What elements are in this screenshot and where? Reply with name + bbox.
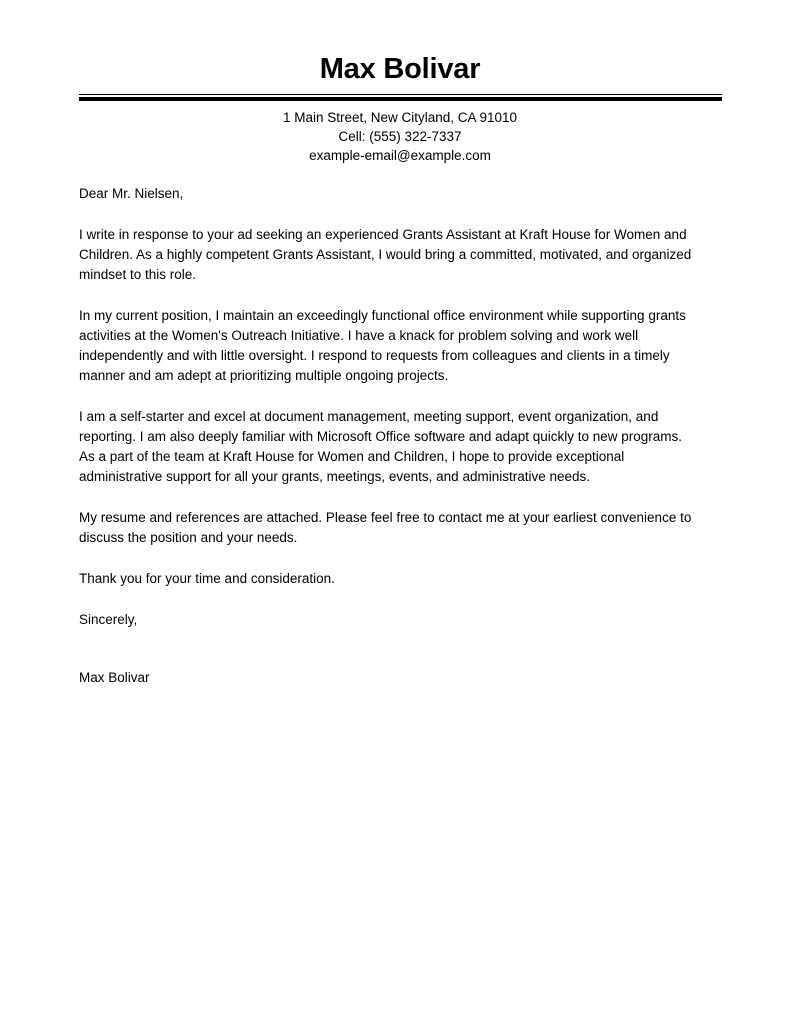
signoff-line: Sincerely, (79, 612, 138, 627)
letter-body (79, 184, 695, 688)
salutation: Dear Mr. Nielsen, (79, 186, 184, 201)
page-title: Max Bolivar (319, 53, 481, 85)
letter-header (0, 0, 800, 165)
header-divider (79, 94, 722, 101)
body-paragraph-3: I am a self-starter and excel at document management, meeting support, event organization, and reporting. I am also deeply familiar with Microsoft Office software and adapt quickly to new programs. As a part of the team at Kraft House for Women and Children, I hope to provide exceptional administrative support for all your grants, meetings, events, and administrative needs. (79, 409, 683, 484)
body-paragraph-4: My resume and references are attached. Please feel free to contact me at your earliest convenience to discuss the position and your needs. (79, 510, 692, 545)
signature-name: Max Bolivar (79, 670, 150, 685)
contact-block (0, 108, 800, 165)
thank-you-line: Thank you for your time and consideration. (79, 571, 335, 586)
contact-email: example-email@example.com (309, 148, 491, 163)
divider-rule-thick (79, 97, 722, 101)
divider-rule-thin (79, 94, 722, 95)
contact-address: 1 Main Street, New Cityland, CA 91010 (282, 110, 518, 125)
body-paragraph-1: I write in response to your ad seeking an experienced Grants Assistant at Kraft House for Women and Children. As a highly competent Grants Assistant, I would bring a committed, motivated, and organized mindset to this role. (79, 227, 692, 282)
body-paragraph-2: In my current position, I maintain an exceedingly functional office environment while supporting grants activities at the Women's Outreach Initiative. I have a knack for problem solving and work well independently and with little oversight. I respond to requests from colleagues and clients in a timely manner and am adept at prioritizing multiple ongoing projects. (79, 308, 686, 383)
contact-phone: Cell: (555) 322-7337 (338, 129, 462, 144)
